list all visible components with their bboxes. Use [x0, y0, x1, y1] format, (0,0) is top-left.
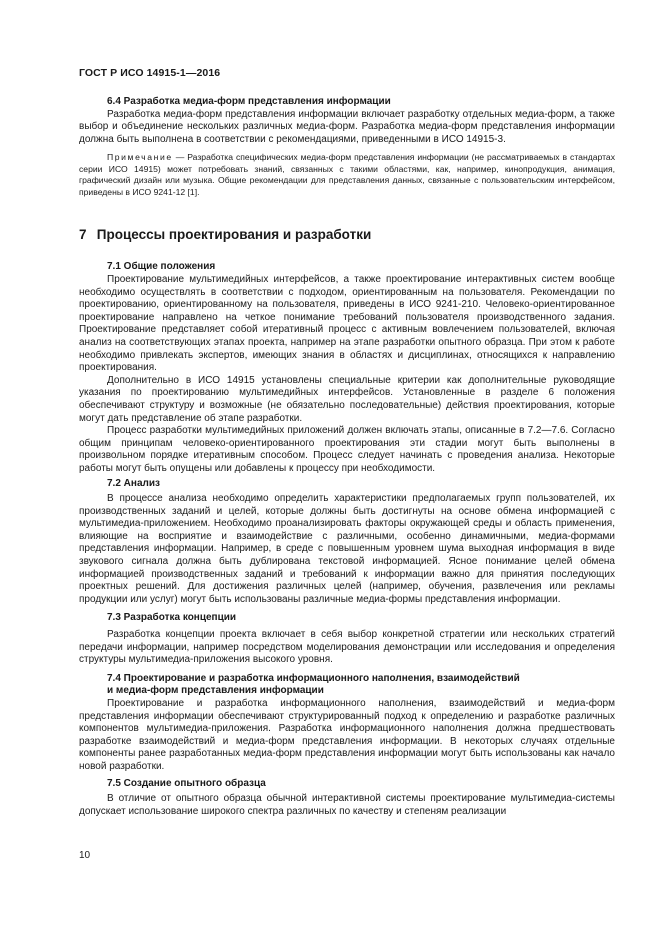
section-7-2-paragraph: В процессе анализа необходимо определить характеристики предполагаемых групп пользователей, их производственных заданий и целей, которые должны быть достигнуты на основе обмена информацией с мультимедиа-приложением. Необходимо проанализировать факторы окружающей среды и область применения, влияющие на восприятие и взаимодействие с различными, особенно динамичными, медиа-формами представления информации. Например, в среде с повышенным уровнем шума выходная информация в виде звукового сигнала должна быть дублирована текстовой информацией. Ясное понимание целей обмена информацией производственных заданий и требований к информации важно для принятия последующих проектных решений. Для достижения различных целей (например, обучения, развлечения или рекламы продукции или услуг) могут быть использованы различные медиа-формы представления информации.	[79, 493, 615, 605]
document-header: ГОСТ Р ИСО 14915-1—2016	[79, 67, 221, 79]
section-6-4-note	[79, 152, 615, 198]
section-7-1-paragraph-1: Проектирование мультимедийных интерфейсов, а также проектирование интерактивных систем вообще необходимо осуществлять в соответствии с подходом, ориентированным на пользователя. Рекомендации по проектированию, ориентированному на пользователя, приведены в ИСО 9241-210. Человеко-ориентированное проектирование направлено на четкое понимание требований пользователя производственного задания. Проектирование представляет собой итеративный процесс с активным вовлечением пользователей, включая анализ на соответствующих этапах проекта, например на этапе разработки опытного образца. При этом к работе необходимо привлекать экспертов, имеющих знания в областях и дисциплинах, относящихся к направлению проектирования.	[79, 273, 615, 374]
section-6-4-paragraph: Разработка медиа-форм представления информации включает разработку отдельных медиа-форм, а также выбор и объединение нескольких различных медиа-форм. Разработка медиа-форм представления информации должна быть выполнена в соответствии с рекомендациями, приведенными в ИСО 14915-3.	[79, 108, 615, 145]
note-label: Примечание	[107, 152, 173, 163]
note-text: — Разработка специфических медиа-форм представления информации (не рассматриваемых в стандартах серии ИСО 14915) может потребовать знаний, связанных с такими областями, как, например, кинопродукция, анимация, графический дизайн или музыка. Общие рекомендации для представления данных, связанные с пользовательским интерфейсом, приведены в ИСО 9241-12 [1].	[79, 152, 615, 197]
section-7-2-heading: 7.2 Анализ	[107, 478, 160, 490]
section-7-1-paragraph-3: Процесс разработки мультимедийных приложений должен включать этапы, описанные в 7.2—7.6. Согласно общим принципам человеко-ориентированного проектирования эти стадии могут быть выполнены в произвольном порядке итеративным способом. Процесс следует начинать с проведения анализа. Некоторые работы могут быть опущены или добавлены к процессу при необходимости.	[79, 425, 615, 474]
section-7-4-paragraph: Проектирование и разработка информационного наполнения, взаимодействий и медиа-форм представления информации обеспечивают структурированный подход к определению и разработке различных компонентов мультимедиа-приложения. Разработка информационного наполнения должна предшествовать разработке взаимодействий и медиа-форм представления информации. В некоторых случаях отдельные компоненты ранее разработанных медиа-форм представления информации могут быть использованы как начало новой разработки.	[79, 697, 615, 772]
section-7-title: Процессы проектирования и разработки	[96, 227, 372, 243]
section-7-3-heading: 7.3 Разработка концепции	[107, 612, 237, 624]
section-7-number: 7	[79, 227, 87, 243]
section-6-4-heading: 6.4 Разработка медиа-форм представления информации	[107, 96, 391, 107]
section-7-1-paragraph-2: Дополнительно в ИСО 14915 установлены специальные критерии как дополнительные руководящие указания по проектированию мультимедийных интерфейсов. Установленные в разделе 6 положения обеспечивают структуру и возможные (не обязательно последовательные) действия проектирования, которые могут дать представление об этапе разработки.	[79, 374, 615, 424]
section-7-3-paragraph: Разработка концепции проекта включает в себя выбор конкретной стратегии или нескольких стратегий передачи информации, например посредством моделирования демонстрации или исследования и определения структуры мультимедиа-приложения высокого уровня.	[79, 629, 615, 666]
section-7-4-heading-line-1: 7.4 Проектирование и разработка информационного наполнения, взаимодействий	[107, 672, 520, 684]
section-7-4-heading-line-2: и медиа-форм представления информации	[107, 685, 324, 697]
page-content	[79, 96, 615, 818]
section-7-1-heading: 7.1 Общие положения	[107, 261, 216, 273]
section-7-5-heading: 7.5 Создание опытного образца	[107, 777, 266, 789]
section-7-5-paragraph: В отличие от опытного образца обычной интерактивной системы проектирование мультимедиа-системы допускает использование широкого спектра различных по качеству и степеням реализации	[79, 793, 615, 817]
page-number: 10	[79, 850, 91, 861]
section-7-heading	[79, 227, 615, 243]
